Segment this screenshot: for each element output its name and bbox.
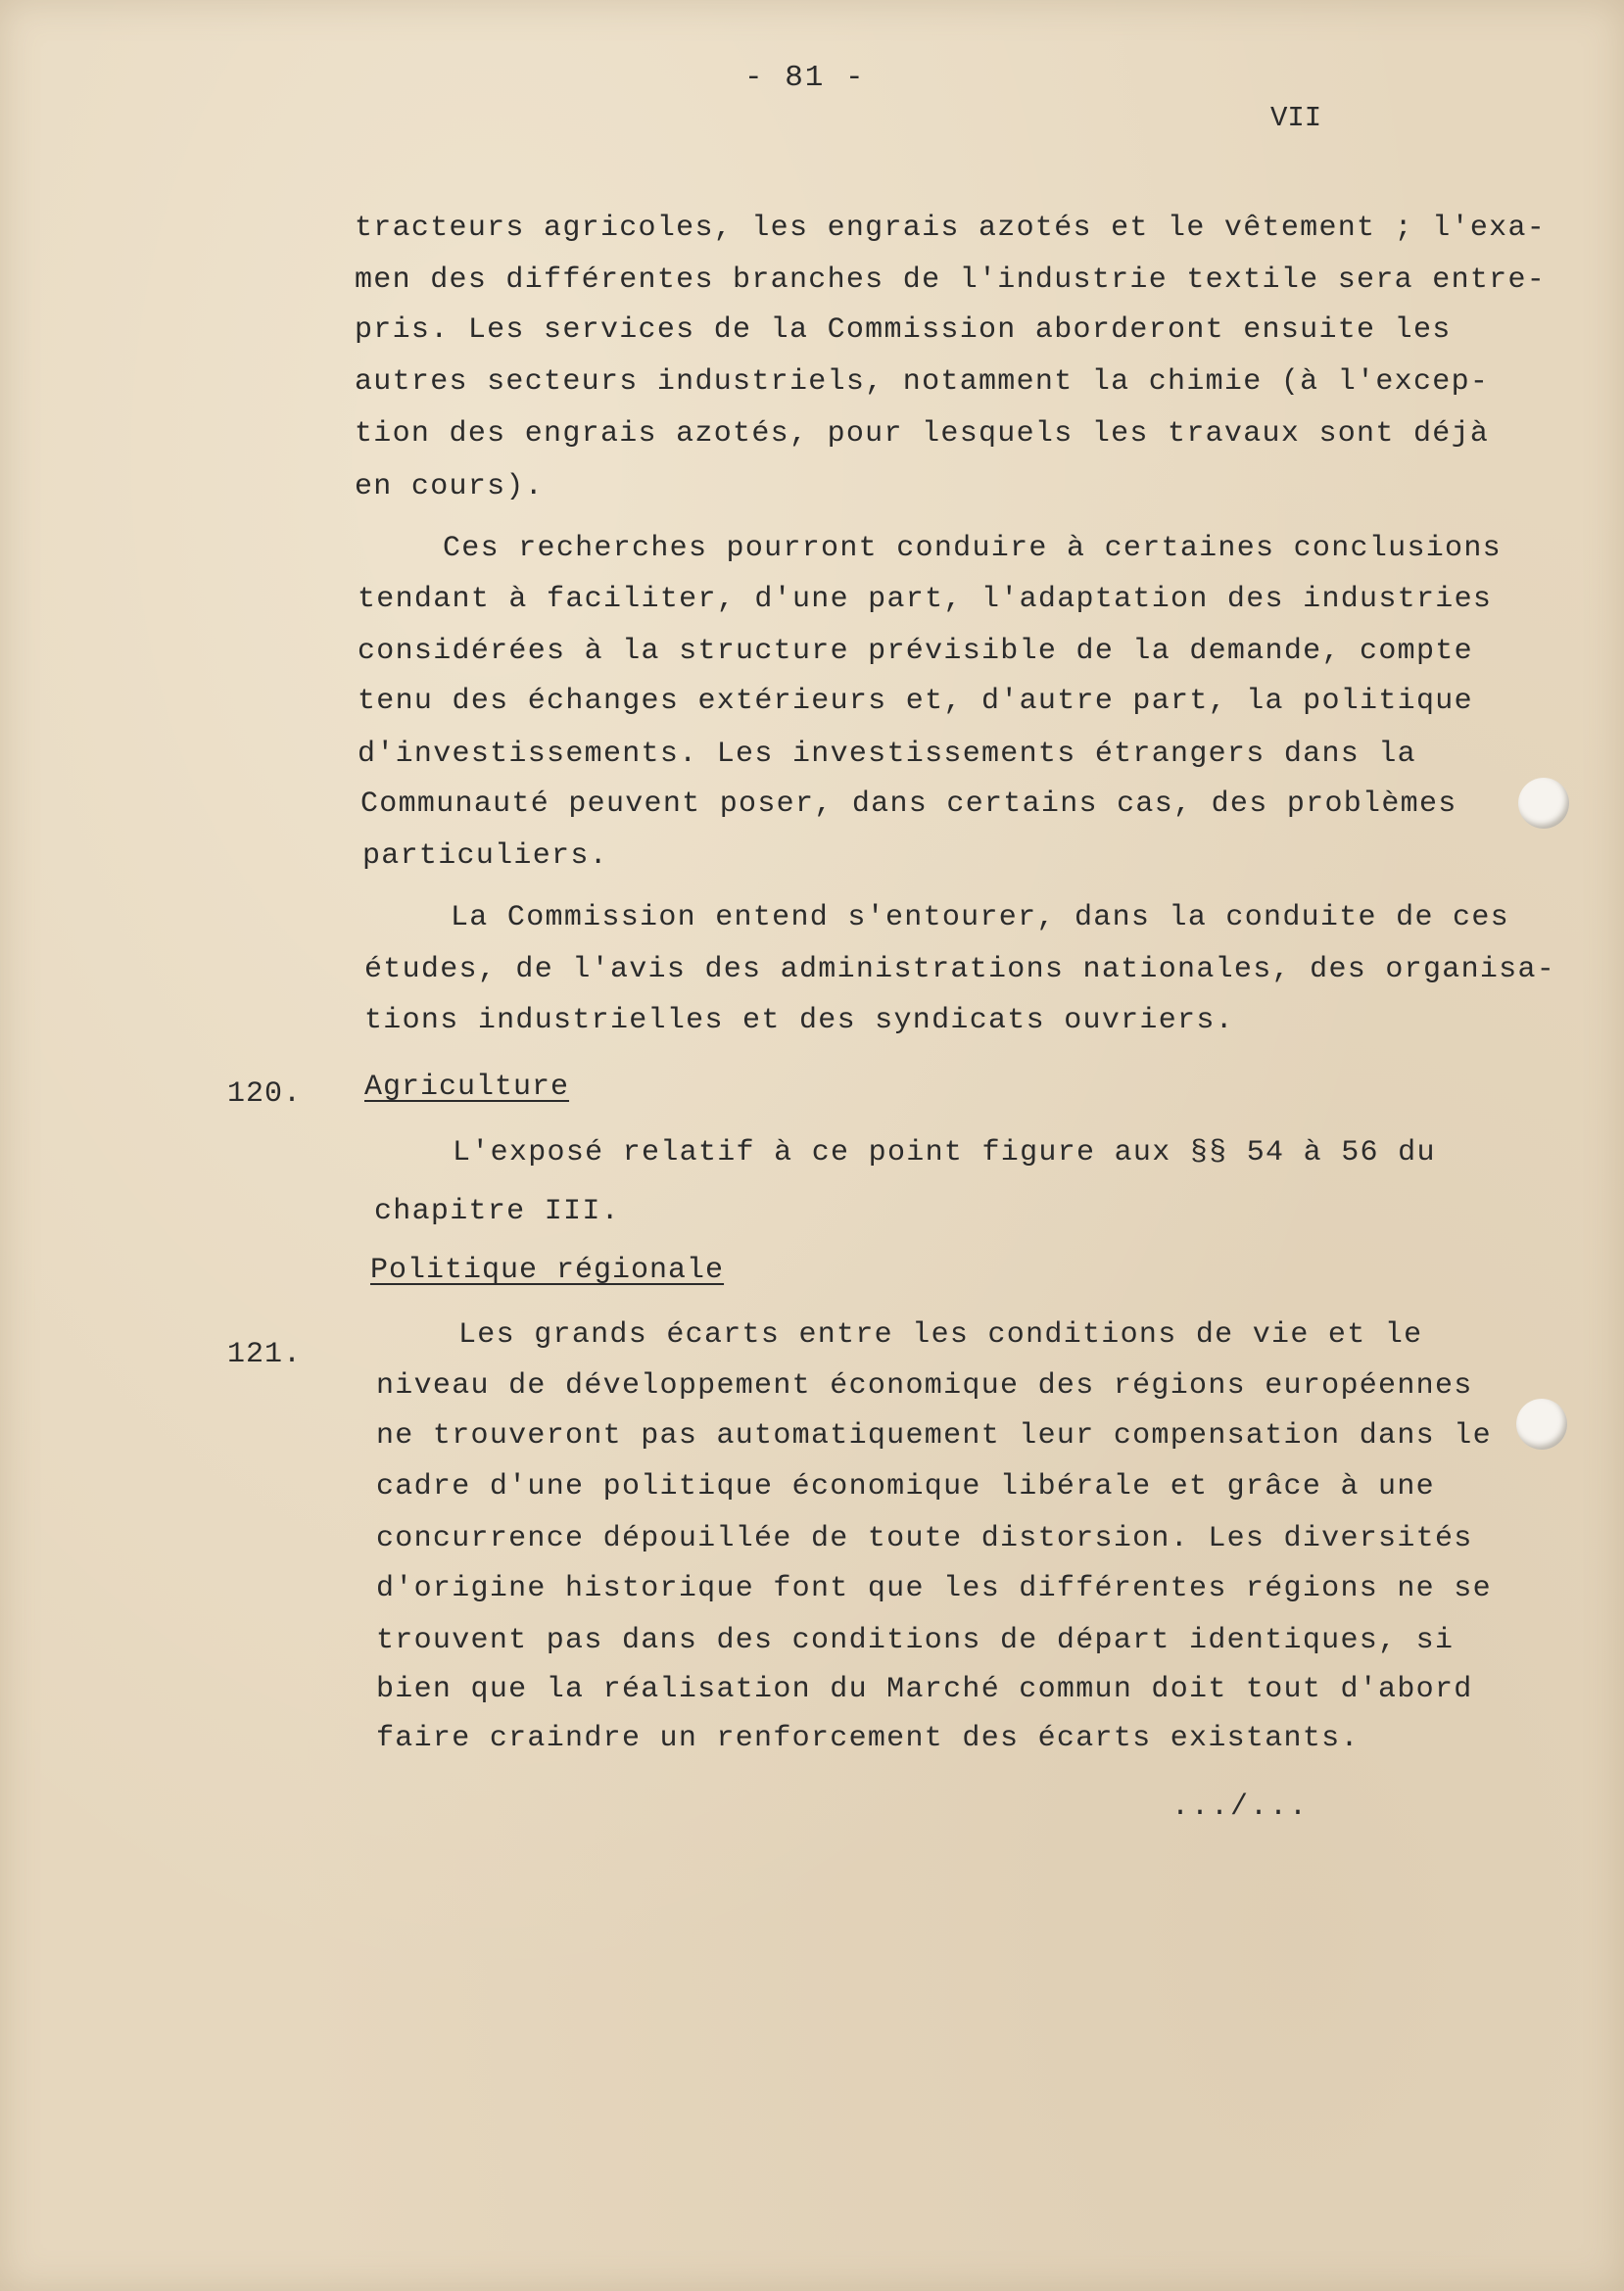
paragraph-line: particuliers. <box>362 839 608 873</box>
section-line: Les grands écarts entre les conditions de vie et le <box>458 1318 1423 1352</box>
paragraph-line: Ces recherches pourront conduire à certaines conclusions <box>443 532 1502 565</box>
section-heading: Politique régionale <box>370 1254 725 1287</box>
paragraph-line: d'investissements. Les investissements étrangers dans la <box>358 738 1416 771</box>
section-number: 121. <box>227 1338 303 1371</box>
section-line: L'exposé relatif à ce point figure aux §§ 54 à 56 du <box>453 1136 1436 1169</box>
section-line: cadre d'une politique économique libérale et grâce à une <box>376 1470 1435 1503</box>
paragraph-line: tendant à faciliter, d'une part, l'adaptation des industries <box>358 583 1493 616</box>
paragraph-line: tenu des échanges extérieurs et, d'autre part, la politique <box>358 685 1473 718</box>
paragraph-line: autres secteurs industriels, notamment la chimie (à l'excep- <box>355 365 1490 399</box>
section-line: bien que la réalisation du Marché commun doit tout d'abord <box>376 1673 1473 1706</box>
paragraph-line: La Commission entend s'entourer, dans la conduite de ces <box>451 901 1509 934</box>
punch-hole <box>1518 778 1569 829</box>
page-number: - 81 - <box>744 61 866 95</box>
paragraph-line: tracteurs agricoles, les engrais azotés et le vêtement ; l'exa- <box>355 212 1547 245</box>
section-line: ne trouveront pas automatiquement leur compensation dans le <box>376 1419 1492 1453</box>
paragraph-line: pris. Les services de la Commission aborderont ensuite les <box>355 313 1452 347</box>
section-line: faire craindre un renforcement des écarts existants. <box>376 1722 1360 1755</box>
section-heading: Agriculture <box>364 1071 570 1104</box>
paragraph-line: tions industrielles et des syndicats ouvriers. <box>364 1004 1234 1037</box>
continuation-marker: .../... <box>1171 1790 1310 1824</box>
paragraph-line: considérées à la structure prévisible de la demande, compte <box>358 635 1473 668</box>
section-line: trouvent pas dans des conditions de départ identiques, si <box>376 1624 1455 1657</box>
chapter-number: VII <box>1270 102 1322 134</box>
section-line: niveau de développement économique des régions européennes <box>376 1369 1473 1403</box>
paragraph-line: études, de l'avis des administrations nationales, des organisa- <box>364 953 1556 986</box>
paragraph-line: men des différentes branches de l'industrie textile sera entre- <box>355 263 1547 297</box>
punch-hole <box>1516 1399 1567 1450</box>
paragraph-line: tion des engrais azotés, pour lesquels les travaux sont déjà <box>355 417 1490 451</box>
paragraph-line: Communauté peuvent poser, dans certains cas, des problèmes <box>360 788 1457 821</box>
section-line: d'origine historique font que les différentes régions ne se <box>376 1572 1492 1605</box>
section-line: concurrence dépouillée de toute distorsion. Les diversités <box>376 1522 1473 1555</box>
section-number: 120. <box>227 1077 303 1111</box>
section-line: chapitre III. <box>374 1195 620 1228</box>
paragraph-line: en cours). <box>355 470 545 503</box>
